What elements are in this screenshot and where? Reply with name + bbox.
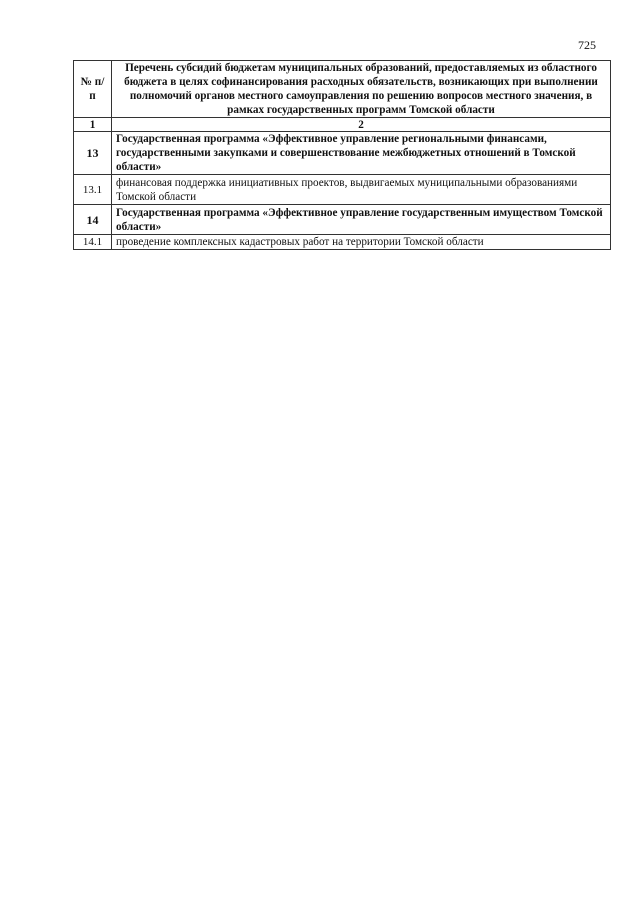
row-number: 14.1 [74, 235, 112, 250]
row-text: Государственная программа «Эффективное управление региональными финансами, государственными закупками и совершенствование межбюджетных отношений в Томской области» [112, 132, 611, 175]
row-text: Государственная программа «Эффективное управление государственным имуществом Томской области» [112, 205, 611, 235]
row-number: 13.1 [74, 175, 112, 205]
table-row-program-13 [74, 132, 611, 175]
subsidies-table [73, 60, 611, 250]
column-index-row [74, 118, 611, 132]
column-index-2: 2 [112, 118, 611, 132]
page-number: 725 [578, 38, 596, 52]
table-row-item-14-1 [74, 235, 611, 250]
row-text: финансовая поддержка инициативных проектов, выдвигаемых муниципальными образованиями Томской области [112, 175, 611, 205]
table-row-item-13-1 [74, 175, 611, 205]
table-row-program-14 [74, 205, 611, 235]
header-number-column: № п/п [74, 61, 112, 118]
row-number: 13 [74, 132, 112, 175]
header-description-column: Перечень субсидий бюджетам муниципальных образований, предоставляемых из областного бюджета в целях софинансирования расходных обязательств, возникающих при выполнении полномочий органов местного самоуправления по решению вопросов местного значения, в рамках государственных программ Томской области [112, 61, 611, 118]
row-text: проведение комплексных кадастровых работ на территории Томской области [112, 235, 611, 250]
row-number: 14 [74, 205, 112, 235]
table-header-row [74, 61, 611, 118]
column-index-1: 1 [74, 118, 112, 132]
